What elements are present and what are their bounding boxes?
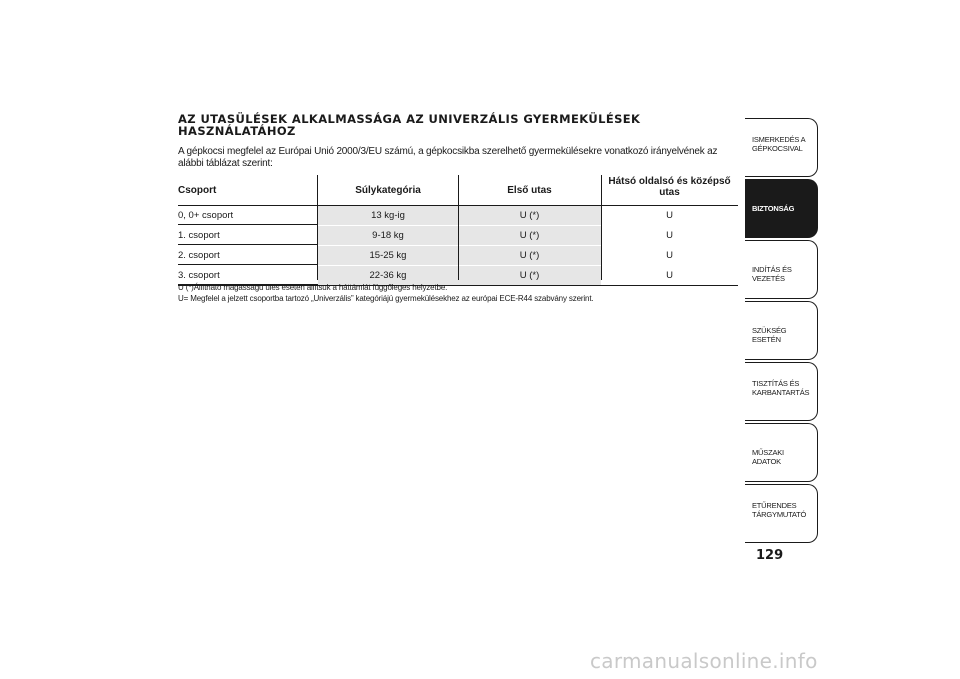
cell-front: U (*) xyxy=(458,266,601,285)
cell-rear: U xyxy=(666,230,673,241)
chapter-tab-label: INDÍTÁS ÉS VEZETÉS xyxy=(752,265,792,283)
section-heading xyxy=(178,113,738,137)
intro-paragraph: A gépkocsi megfelel az Európai Unió 2000/3/EU számú, a gépkocsikba szerelhető gyermekülésekre vonatkozó irányelvének az alábbi táblázat szerint: xyxy=(178,146,718,169)
column-divider xyxy=(601,175,602,280)
chapter-tab-label: BIZTONSÁG xyxy=(752,204,795,213)
note-1: U (*)Állítható magasságú ülés esetén állítsuk a háttámlát függőleges helyzetbe. xyxy=(178,283,448,292)
header-front-passenger: Első utas xyxy=(507,184,552,196)
cell-group: 0, 0+ csoport xyxy=(178,206,318,225)
chapter-tab-label: TÁRGYMUTATÓ xyxy=(752,510,807,519)
header-rear-passengers: Hátsó oldalsó és középső utas xyxy=(608,176,731,198)
chapter-tab[interactable] xyxy=(745,301,818,360)
chapter-tabs xyxy=(745,118,818,545)
chapter-tab-label: KARBANTARTÁS xyxy=(752,388,810,397)
watermark: carmanualsonline.info xyxy=(590,649,818,673)
heading-line-2: HASZNÁLATÁHOZ xyxy=(178,124,296,138)
heading-line-1: AZ UTASÜLÉSEK ALKALMASSÁGA AZ UNIVERZÁLIS GYERMEKÜLÉSEK xyxy=(178,112,641,126)
header-weight: Súlykategória xyxy=(355,184,421,196)
chapter-tab-label: SZÜKSÉG ESETÉN xyxy=(752,326,787,344)
chapter-tab[interactable] xyxy=(745,362,818,421)
column-divider xyxy=(317,175,318,280)
cell-weight: 22-36 kg xyxy=(318,266,458,285)
chapter-tab-label: ISMERKEDÉS A xyxy=(752,135,806,144)
column-divider xyxy=(458,175,459,280)
cell-rear: U xyxy=(666,250,673,261)
note-2: U= Megfelel a jelzett csoportba tartozó „Univerzális” kategóriájú gyermekülésekhez az európai ECE-R44 szabvány szerint. xyxy=(178,294,594,303)
child-seat-table xyxy=(178,175,738,286)
chapter-tab-label: MŰSZAKI ADATOK xyxy=(752,448,784,466)
table-notes xyxy=(178,282,738,304)
cell-group: 1. csoport xyxy=(178,226,318,245)
cell-group: 2. csoport xyxy=(178,246,318,265)
header-group: Csoport xyxy=(178,184,217,196)
cell-front: U (*) xyxy=(458,246,601,265)
chapter-tab-label: GÉPKOCSIVAL xyxy=(752,144,803,153)
chapter-tab[interactable] xyxy=(745,118,818,177)
chapter-tab[interactable] xyxy=(745,484,818,543)
cell-weight: 15-25 kg xyxy=(318,246,458,265)
cell-weight: 13 kg-ig xyxy=(318,206,458,225)
cell-rear: U xyxy=(666,210,673,221)
cell-group: 3. csoport xyxy=(178,266,318,285)
cell-weight: 9-18 kg xyxy=(318,226,458,245)
chapter-tab-label: ETŰRENDES xyxy=(752,501,797,510)
cell-rear: U xyxy=(666,270,673,281)
cell-front: U (*) xyxy=(458,226,601,245)
chapter-tab[interactable] xyxy=(745,240,818,299)
cell-front: U (*) xyxy=(458,206,601,225)
page-number: 129 xyxy=(756,548,784,563)
chapter-tab[interactable] xyxy=(745,179,818,238)
chapter-tab[interactable] xyxy=(745,423,818,482)
chapter-tab-label: TISZTÍTÁS ÉS xyxy=(752,379,800,388)
